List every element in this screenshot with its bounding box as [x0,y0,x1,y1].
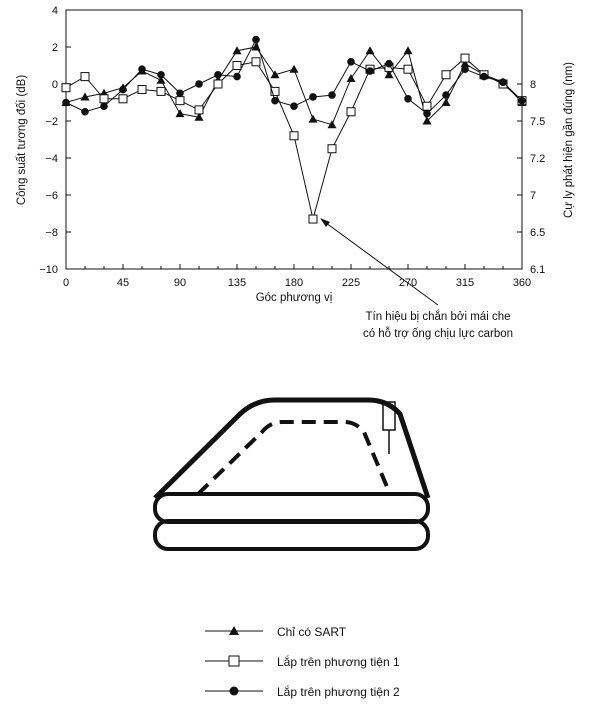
y-tick-label: −10 [39,264,58,276]
point-square [81,73,89,81]
series-line-triangle [66,47,522,125]
point-circle [176,89,184,97]
y2-tick-label: 8 [530,79,537,91]
point-circle [81,108,89,116]
y-tick-label: −6 [45,190,58,202]
point-square [100,95,108,103]
x-tick-label: 270 [398,277,418,289]
point-square [309,215,317,223]
point-square [290,132,298,140]
x-tick-label: 135 [227,277,247,289]
point-circle [195,80,203,88]
point-square [138,86,146,94]
point-circle [328,91,336,99]
y-tick-label: 0 [51,79,58,91]
legend-label-sart-only: Chỉ có SART [277,625,347,639]
point-circle [385,60,393,68]
point-square [461,54,469,62]
raft-lower-tube [155,521,428,549]
x-tick-label: 315 [455,277,475,289]
liferaft-illustration [155,400,428,549]
point-circle [157,71,165,79]
point-circle [138,65,146,73]
y-tick-label: 2 [51,42,58,54]
point-square [195,106,203,114]
point-square [157,87,165,95]
point-square [233,62,241,70]
x-tick-label: 360 [512,277,532,289]
y-tick-label: −4 [45,153,58,165]
point-circle [480,73,488,81]
point-circle [214,71,222,79]
y-axis-label: Công suất tương đối (dB) [16,74,28,206]
raft-canopy-inner-dashed [198,422,390,494]
point-square [176,97,184,105]
point-square [119,95,127,103]
y2-tick-label: 6.5 [530,227,546,239]
legend-label-vehicle-2: Lắp trên phương tiện 2 [277,685,400,699]
x-tick-label: 180 [284,277,304,289]
annotation-arrow-line [322,220,438,305]
annotation-line-2: có hỗ trợ ống chịu lực carbon [362,328,514,340]
point-circle [271,97,279,105]
point-circle [404,95,412,103]
point-triangle [347,74,356,82]
point-square [328,145,336,153]
x-axis-label: Góc phương vị [255,292,333,304]
point-square [404,65,412,73]
point-circle [518,97,526,105]
point-triangle [404,46,413,54]
point-circle [423,110,431,118]
point-circle [309,93,317,101]
point-circle [252,36,260,44]
x-tick-label: 90 [173,277,187,289]
point-triangle [290,65,299,73]
y-tick-label: −2 [45,116,58,128]
point-circle [347,58,355,66]
point-circle [499,78,507,86]
y2-tick-label: 7.5 [530,116,546,128]
legend-swatch-circle [205,682,265,702]
x-tick-label: 225 [341,277,361,289]
y2-tick-label: 7 [530,190,537,202]
x-tick-label: 45 [116,277,130,289]
point-circle [119,86,127,94]
y2-tick-label: 7.2 [530,153,546,165]
point-square [62,84,70,92]
point-triangle [309,115,318,123]
point-circle [366,67,374,75]
x-tick-label: 0 [62,277,70,289]
legend-swatch-square [205,652,265,672]
point-square [252,58,260,66]
point-circle [461,65,469,73]
annotation-line-1: Tín hiệu bị chắn bởi mái che [365,311,511,323]
raft-upper-tube [155,494,428,522]
y2-tick-label: 6.1 [530,264,546,276]
point-square [442,71,450,79]
point-circle [100,102,108,110]
point-triangle [442,98,451,106]
point-triangle [176,109,185,117]
point-circle [442,91,450,99]
y2-axis-label: Cự ly phát hiện gần đúng (nm) [563,61,575,219]
point-square [423,102,431,110]
point-circle [290,102,298,110]
point-square [214,80,222,88]
point-circle [233,73,241,81]
point-square [347,108,355,116]
legend-swatch-triangle [205,622,265,642]
y-tick-label: 4 [51,5,58,17]
legend-label-vehicle-1: Lắp trên phương tiện 1 [277,655,400,669]
point-triangle [366,46,375,54]
annotation-arrowhead [320,218,330,227]
y-tick-label: −8 [45,227,58,239]
point-circle [62,99,70,107]
